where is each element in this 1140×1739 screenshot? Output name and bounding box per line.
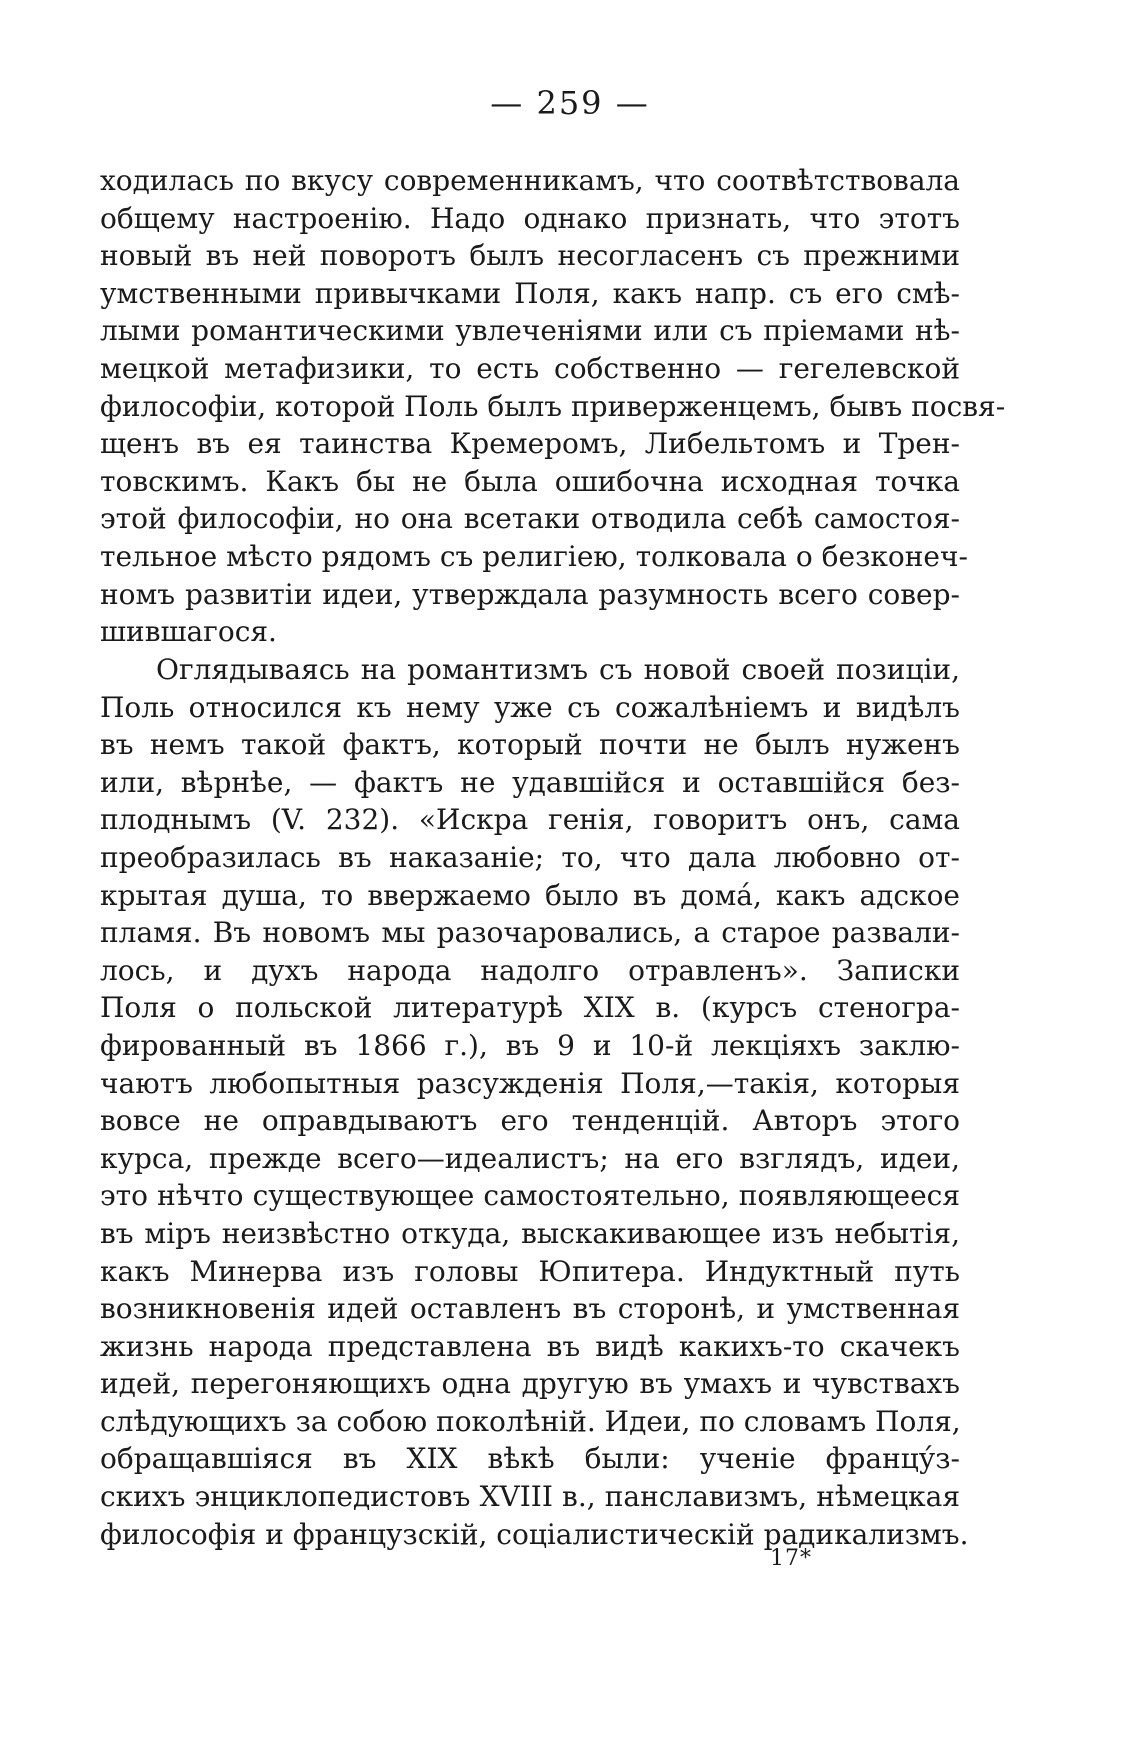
text-line: жизнь народа представлена въ видѣ какихъ-то скачекъ xyxy=(100,1329,960,1363)
text-line: вовсе не оправдываютъ его тенденцій. Авторъ этого xyxy=(100,1104,960,1138)
text-line: скихъ энциклопедистовъ XVIII в., панславизмъ, нѣмецкая xyxy=(100,1480,960,1514)
page-number: — 259 — xyxy=(490,84,650,122)
text-line: тельное мѣсто рядомъ съ религіею, толковала о безконеч- xyxy=(100,539,968,573)
text-line: въ міръ неизвѣстно откуда, выскакивающее изъ небытія, xyxy=(100,1216,960,1250)
text-line: философія и французскій, соціалистическій радикализмъ. xyxy=(100,1517,969,1551)
text-line: фированный въ 1866 г.), въ 9 и 10-й лекціяхъ заклю- xyxy=(100,1028,960,1062)
text-line: общему настроенію. Надо однако признать, что этотъ xyxy=(100,201,960,235)
paragraph-1 xyxy=(100,162,1006,651)
text-line: какъ Минерва изъ головы Юпитера. Индуктный путь xyxy=(100,1254,960,1288)
text-line: номъ развитіи идеи, утверждала разумность всего совер- xyxy=(100,577,960,611)
text-line: лыми романтическими увлеченіями или съ пріемами нѣ- xyxy=(100,314,960,348)
text-line: курса, прежде всего—идеалистъ; на его взглядъ, идеи, xyxy=(100,1141,960,1175)
text-line: въ немъ такой фактъ, который почти не былъ нуженъ xyxy=(100,728,960,762)
text-line: крытая душа, то ввержаемо было въ дома́, какъ адское xyxy=(100,878,960,912)
text-line: пламя. Въ новомъ мы разочаровались, а старое развали- xyxy=(100,916,960,950)
text-line: товскимъ. Какъ бы не была ошибочна исходная точка xyxy=(100,464,960,498)
text-line: Поля о польской литературѣ XIX в. (курсъ стеногра- xyxy=(100,991,960,1025)
text-line: преобразилась въ наказаніе; то, что дала любовно от- xyxy=(100,840,960,874)
text-line: возникновенія идей оставленъ въ сторонѣ, и умственная xyxy=(100,1292,960,1326)
text-line: умственными привычками Поля, какъ напр. съ его смѣ- xyxy=(100,276,960,310)
text-line: Оглядываясь на романтизмъ съ новой своей позиціи, xyxy=(156,653,960,686)
text-line: ходилась по вкусу современникамъ, что соотвѣтствовала xyxy=(100,164,960,197)
text-line: шившагося. xyxy=(100,615,277,649)
text-line: новый въ ней поворотъ былъ несогласенъ съ прежними xyxy=(100,239,960,273)
text-line: это нѣчто существующее самостоятельно, появляющееся xyxy=(100,1179,960,1213)
text-line: Поль относился къ нему уже съ сожалѣніемъ и видѣлъ xyxy=(100,690,960,724)
text-line: или, вѣрнѣе, — фактъ не удавшійся и оставшійся без- xyxy=(100,765,960,799)
text-line: слѣдующихъ за собою поколѣній. Идеи, по словамъ Поля, xyxy=(100,1404,961,1438)
text-line: чаютъ любопытныя разсужденія Поля,—такія, которыя xyxy=(100,1066,960,1100)
text-line: этой философіи, но она всетаки отводила себѣ самостоя- xyxy=(100,502,960,536)
text-line: щенъ въ ея таинства Кремеромъ, Либельтомъ и Трен- xyxy=(100,427,960,461)
paragraph-2 xyxy=(100,651,969,1553)
text-line: обращавшіяся въ XIX вѣкѣ были: ученіе францу́з- xyxy=(100,1442,960,1476)
text-line: философіи, которой Поль былъ приверженцемъ, бывъ посвя- xyxy=(100,389,1006,423)
signature-mark: 17* xyxy=(770,1546,812,1571)
text-line: идей, перегоняющихъ одна другую въ умахъ и чувствахъ xyxy=(100,1367,960,1401)
text-line: мецкой метафизики, то есть собственно — гегелевской xyxy=(100,351,960,385)
text-line: лось, и духъ народа надолго отравленъ». Записки xyxy=(100,953,960,987)
text-line: плоднымъ (V. 232). «Искра генія, говоритъ онъ, сама xyxy=(100,803,960,837)
